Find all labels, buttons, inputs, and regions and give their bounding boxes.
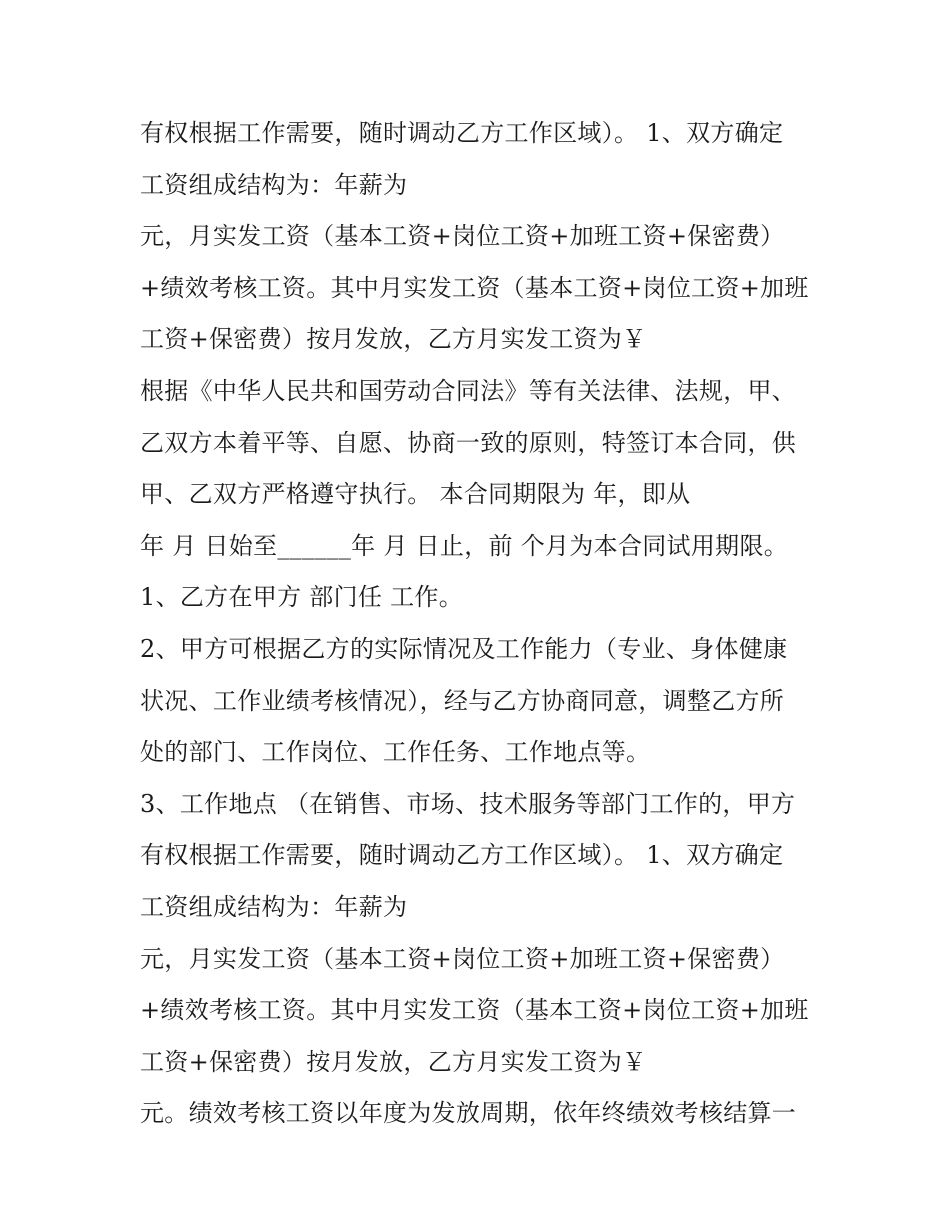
text-line: +绩效考核工资。其中月实发工资（基本工资+岗位工资+加班: [140, 273, 809, 302]
text-line: 甲、乙双方严格遵守执行。 本合同期限为 年，即从: [140, 480, 691, 509]
text-line: 有权根据工作需要，随时调动乙方工作区域）。 1、双方确定: [140, 119, 784, 147]
text-line: 3、工作地点 （在销售、市场、技术服务等部门工作的，甲方: [140, 789, 796, 818]
text-line: 乙双方本着平等、自愿、协商一致的原则，特签订本合同，供: [140, 428, 797, 457]
text-line: 根据《中华人民共和国劳动合同法》等有关法律、法规，甲、: [140, 376, 797, 405]
text-line: 工资组成结构为：年薪为: [140, 892, 408, 921]
text-line: 年 月 日始至______年 月 日止，前 个月为本合同试用期限。: [140, 531, 789, 560]
text-line: 工资+保密费）按月发放，乙方月实发工资为￥: [140, 325, 647, 354]
text-line: 状况、工作业绩考核情况），经与乙方协商同意，调整乙方所: [140, 686, 785, 715]
text-line: 元，月实发工资（基本工资+岗位工资+加班工资+保密费）: [140, 944, 785, 973]
text-line: 有权根据工作需要，随时调动乙方工作区域）。 1、双方确定: [140, 841, 784, 870]
text-line: +绩效考核工资。其中月实发工资（基本工资+岗位工资+加班: [140, 996, 809, 1025]
text-line: 处的部门、工作岗位、工作任务、工作地点等。: [140, 738, 651, 767]
text-line: 2、甲方可根据乙方的实际情况及工作能力（专业、身体健康: [140, 634, 788, 663]
text-line: 元，月实发工资（基本工资+岗位工资+加班工资+保密费）: [140, 222, 785, 251]
text-line: 工资+保密费）按月发放，乙方月实发工资为￥: [140, 1047, 647, 1076]
text-line: 元。绩效考核工资以年度为发放周期，依年终绩效考核结算一: [140, 1099, 797, 1128]
text-line: 1、乙方在甲方 部门任 工作。: [140, 583, 464, 612]
contract-body-text: [140, 108, 840, 1140]
text-line: 工资组成结构为：年薪为: [140, 170, 408, 199]
